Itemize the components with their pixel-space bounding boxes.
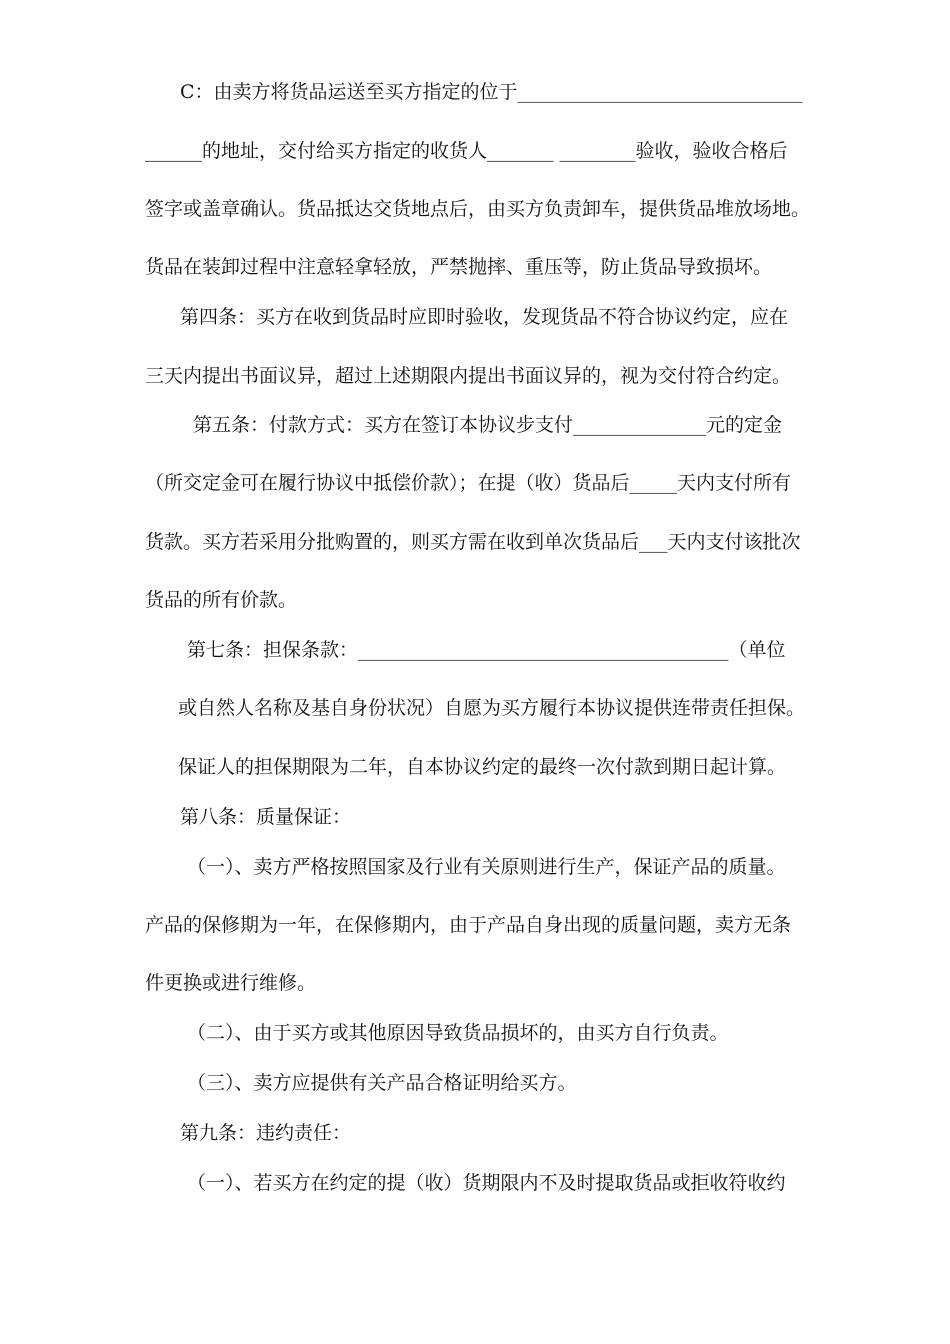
paragraph-line: （一）、卖方严格按照国家及行业有关原则进行生产，保证产品的质量。 <box>187 856 786 878</box>
paragraph-line: 第八条：质量保证： <box>180 806 352 828</box>
paragraph-line: 保证人的担保期限为二年，自本协议约定的最终一次付款到期日起计算。 <box>178 756 787 778</box>
paragraph-line: （二）、由于买方或其他原因导致货品损坏的，由买方自行负责。 <box>187 1022 729 1044</box>
paragraph-line: 产品的保修期为一年，在保修期内，由于产品自身出现的质量问题，卖方无条 <box>145 914 792 936</box>
paragraph-line: 第四条：买方在收到货品时应即时验收，发现货品不符合协议约定，应在 <box>180 306 789 328</box>
paragraph-line: 件更换或进行维修。 <box>145 972 317 994</box>
paragraph-line: （所交定金可在履行协议中抵偿价款）；在提（收）货品后_____天内支付所有 <box>145 472 792 494</box>
paragraph-line: 货款。买方若采用分批购置的，则买方需在收到单次货品后___天内支付该批次 <box>145 531 801 553</box>
paragraph-line: 第五条：付款方式：买方在签订本协议步支付______________元的定金 <box>193 414 783 436</box>
paragraph-line: 货品在装卸过程中注意轻拿轻放，严禁抛摔、重压等，防止货品导致损坏。 <box>145 256 773 278</box>
paragraph-line: （一）、若买方在约定的提（收）货期限内不及时提取货品或拒收符收约 <box>187 1172 786 1194</box>
paragraph-line: 三天内提出书面议异，超过上述期限内提出书面议异的，视为交付符合约定。 <box>145 365 792 387</box>
paragraph-line: C：由卖方将货品运送至买方指定的位于______________________________ <box>180 81 803 103</box>
paragraph-line: ______的地址，交付给买方指定的收货人_______ ________验收，验收合格后 <box>145 140 788 162</box>
paragraph-line: 第七条：担保条款：_______________________________________（单位 <box>187 639 786 661</box>
paragraph-line: 货品的所有价款。 <box>145 589 298 611</box>
paragraph-line: 第九条：违约责任： <box>180 1122 352 1144</box>
paragraph-line: 签字或盖章确认。货品抵达交货地点后，由买方负责卸车，提供货品堆放场地。 <box>145 198 811 220</box>
paragraph-line: （三）、卖方应提供有关产品合格证明给买方。 <box>187 1072 577 1094</box>
paragraph-line: 或自然人名称及基自身份状况）自愿为买方履行本协议提供连带责任担保。 <box>178 697 806 719</box>
